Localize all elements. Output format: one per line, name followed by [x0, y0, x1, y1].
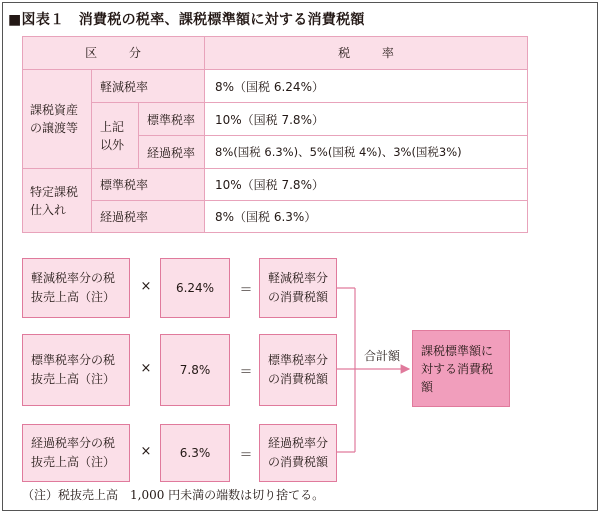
base-box-reduced	[22, 258, 130, 318]
label-transitional-rate: 経過税率	[139, 136, 205, 169]
sum-label: 合計額	[364, 349, 401, 363]
footnote: （注）税抜売上高 1,000 円未満の端数は切り捨てる。	[22, 488, 325, 502]
value-standard-rate: 10%（国税 7.8%）	[205, 103, 528, 136]
value-g2-transitional-rate: 8%（国税 6.3%）	[205, 201, 528, 233]
result-transitional-line2: の消費税額	[268, 455, 329, 469]
rate-box-standard: 7.8%	[160, 334, 230, 406]
base-transitional-line1: 経過税率分の税	[31, 436, 116, 450]
value-g2-standard-rate: 10%（国税 7.8%）	[205, 169, 528, 201]
group-specified-purchase-line2: 仕入れ	[30, 202, 67, 217]
label-g2-standard-rate: 標準税率	[92, 169, 205, 201]
base-box-standard	[22, 334, 130, 406]
rate-box-transitional: 6.3%	[160, 424, 230, 482]
value-reduced-rate: 8%（国税 6.24%）	[205, 70, 528, 103]
equals-sign: ＝	[239, 283, 253, 298]
header-category: 区 分	[22, 36, 205, 70]
rate-box-reduced: 6.24%	[160, 258, 230, 318]
result-standard-line1: 標準税率分	[268, 353, 329, 367]
result-box-transitional	[259, 424, 337, 482]
base-transitional-line2: 抜売上高（注）	[31, 455, 116, 469]
times-sign: ×	[140, 361, 152, 376]
label-g2-transitional-rate: 経過税率	[92, 201, 205, 233]
group-taxable-transfer-line1: 課税資産	[30, 103, 79, 117]
result-box-reduced	[259, 258, 337, 318]
base-standard-line2: 抜売上高（注）	[31, 372, 116, 386]
total-line1: 課税標準額に	[421, 343, 494, 358]
label-other-line2: 以外	[100, 137, 125, 152]
total-tax-box	[412, 330, 510, 407]
group-specified-purchase-line1: 特定課税	[30, 184, 79, 199]
group-taxable-transfer-line2: の譲渡等	[30, 121, 79, 135]
base-box-transitional	[22, 424, 130, 482]
base-reduced-line2: 抜売上高（注）	[31, 290, 116, 304]
times-sign: ×	[140, 444, 152, 459]
result-box-standard	[259, 334, 337, 406]
times-sign: ×	[140, 279, 152, 294]
result-reduced-line2: の消費税額	[268, 290, 329, 304]
label-standard-rate: 標準税率	[139, 103, 205, 136]
base-standard-line1: 標準税率分の税	[31, 353, 116, 367]
result-transitional-line1: 経過税率分	[268, 436, 329, 450]
total-line3: 額	[421, 379, 434, 394]
value-transitional-rate: 8%(国税 6.3%)、5%(国税 4%)、3%(国税3%)	[205, 136, 528, 169]
total-line2: 対する消費税	[421, 361, 494, 376]
header-rate: 税 率	[205, 36, 528, 70]
figure-title: ■図表１ 消費税の税率、課税標準額に対する消費税額	[8, 12, 365, 28]
label-other-line1: 上記	[100, 119, 125, 134]
equals-sign: ＝	[239, 365, 253, 380]
equals-sign: ＝	[239, 448, 253, 463]
base-reduced-line1: 軽減税率分の税	[31, 271, 116, 285]
result-standard-line2: の消費税額	[268, 372, 329, 386]
label-reduced-rate: 軽減税率	[92, 70, 205, 103]
result-reduced-line1: 軽減税率分	[268, 271, 329, 285]
